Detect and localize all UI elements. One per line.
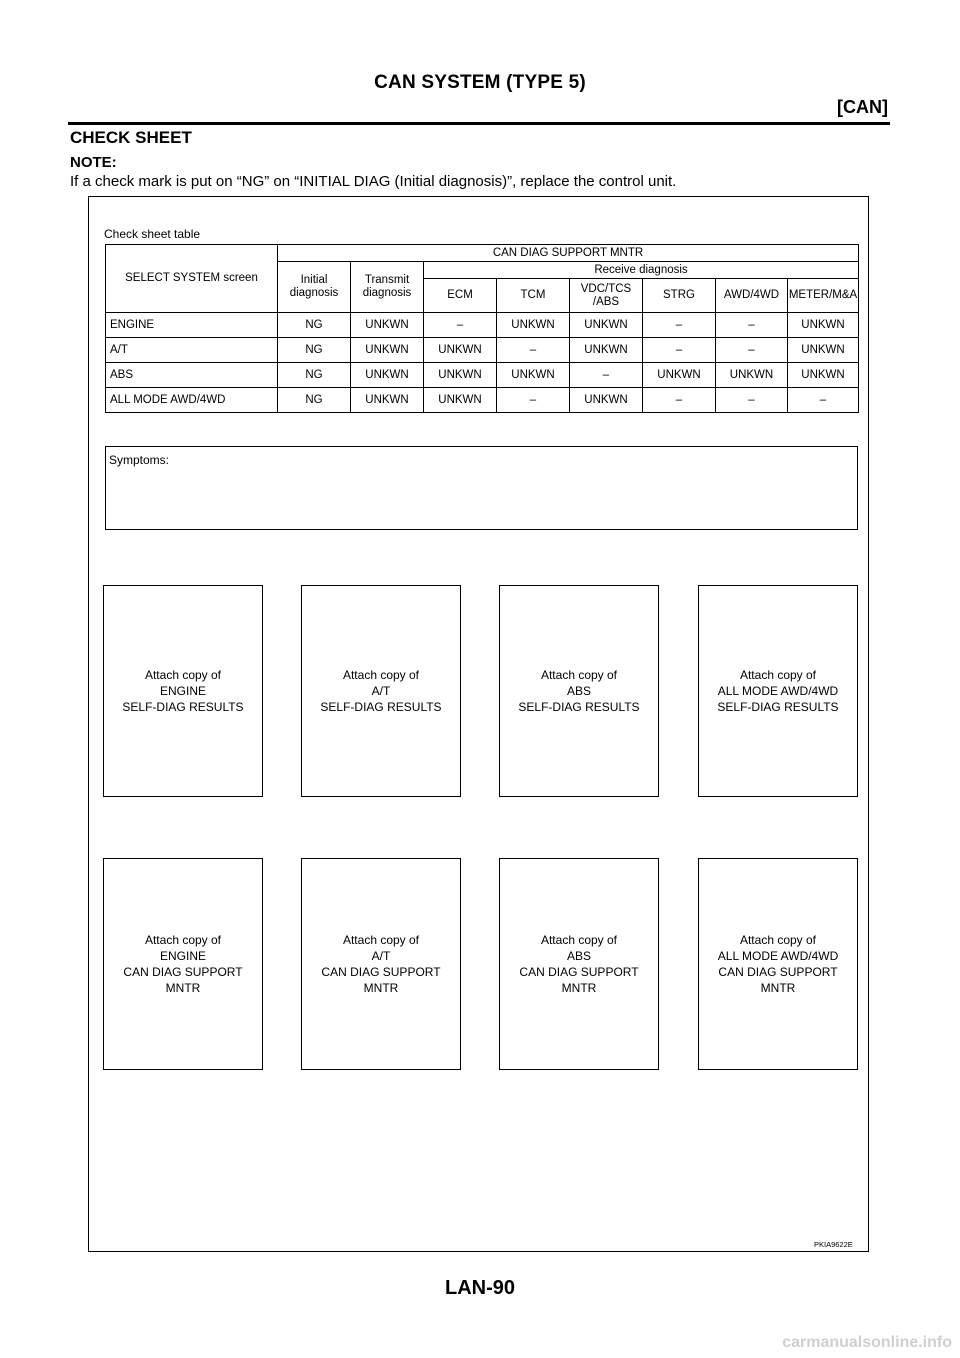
attach-line: SELF-DIAG RESULTS [122, 700, 244, 714]
figure-code: PKIA9622E [814, 1240, 853, 1249]
attach-line: ALL MODE AWD/4WD [717, 949, 839, 963]
attach-line: ENGINE [159, 949, 206, 963]
table-row [106, 338, 859, 363]
table-cell: UNKWN [497, 363, 570, 388]
attach-line: MNTR [165, 981, 201, 995]
table-cell: NG [278, 313, 351, 338]
note-label: NOTE: [70, 154, 117, 171]
attach-engine-self-diag-box [103, 585, 263, 797]
check-sheet-table [105, 244, 859, 413]
note-text: If a check mark is put on “NG” on “INITIAL DIAG (Initial diagnosis)”, replace the control unit. [70, 173, 677, 190]
table-cell: UNKWN [788, 313, 859, 338]
row-system-label: ENGINE [106, 313, 278, 338]
symptoms-box [105, 446, 858, 530]
table-cell: UNKWN [351, 313, 424, 338]
page-header-section: [CAN] [837, 97, 888, 117]
receive-col-tcm: TCM [497, 279, 570, 313]
attach-engine-can-diag-box [103, 858, 263, 1070]
table-cell: UNKWN [570, 338, 643, 363]
attach-line: ALL MODE AWD/4WD [717, 684, 839, 698]
attach-abs-self-diag-box [499, 585, 659, 797]
attach-line: Attach copy of [540, 668, 618, 682]
table-cell: NG [278, 363, 351, 388]
table-cell: UNKWN [497, 313, 570, 338]
row-system-label: ALL MODE AWD/4WD [106, 388, 278, 413]
table-cell: UNKWN [424, 363, 497, 388]
table-cell: – [643, 388, 716, 413]
attach-line: SELF-DIAG RESULTS [320, 700, 442, 714]
attach-line: MNTR [760, 981, 796, 995]
symptoms-label: Symptoms: [109, 453, 170, 467]
table-cell: – [643, 313, 716, 338]
attach-line: SELF-DIAG RESULTS [518, 700, 640, 714]
page-header-title: CAN SYSTEM (TYPE 5) [374, 72, 586, 93]
attach-line: CAN DIAG SUPPORT [321, 965, 441, 979]
attach-line: A/T [371, 949, 391, 963]
section-heading: CHECK SHEET [70, 128, 192, 147]
attach-line: Attach copy of [342, 933, 420, 947]
table-cell: UNKWN [351, 388, 424, 413]
table-cell: – [788, 388, 859, 413]
receive-col-strg: STRG [643, 279, 716, 313]
table-cell: – [424, 313, 497, 338]
attach-line: MNTR [363, 981, 399, 995]
table-row [106, 313, 859, 338]
attach-abs-can-diag-box [499, 858, 659, 1070]
table-cell: – [643, 338, 716, 363]
receive-col-meter: METER/M&A [788, 279, 859, 313]
table-cell: UNKWN [570, 388, 643, 413]
table-cell: – [716, 313, 788, 338]
table-cell: – [716, 388, 788, 413]
table-cell: NG [278, 388, 351, 413]
table-cell: NG [278, 338, 351, 363]
can-diag-support-header: CAN DIAG SUPPORT MNTR [278, 245, 859, 262]
table-cell: – [570, 363, 643, 388]
attach-at-can-diag-box [301, 858, 461, 1070]
attach-line: MNTR [561, 981, 597, 995]
header-divider [68, 122, 890, 125]
table-cell: – [497, 338, 570, 363]
attach-line: Attach copy of [739, 668, 817, 682]
attach-line: CAN DIAG SUPPORT [718, 965, 838, 979]
select-system-header: SELECT SYSTEM screen [106, 245, 278, 313]
attach-line: ABS [566, 684, 591, 698]
table-cell: UNKWN [424, 388, 497, 413]
receive-diagnosis-header: Receive diagnosis [424, 262, 859, 279]
table-cell: UNKWN [351, 338, 424, 363]
attach-line: ABS [566, 949, 591, 963]
table-cell: UNKWN [351, 363, 424, 388]
table-cell: – [497, 388, 570, 413]
attach-awd-self-diag-box [698, 585, 858, 797]
attach-at-self-diag-box [301, 585, 461, 797]
watermark-link[interactable]: carmanualsonline.info [782, 1334, 952, 1351]
initial-diagnosis-header: Initial diagnosis [278, 262, 351, 313]
table-cell: – [716, 338, 788, 363]
table-row [106, 363, 859, 388]
attach-line: ENGINE [159, 684, 206, 698]
row-system-label: A/T [106, 338, 278, 363]
attach-line: Attach copy of [342, 668, 420, 682]
row-system-label: ABS [106, 363, 278, 388]
attach-line: Attach copy of [144, 933, 222, 947]
transmit-diagnosis-header: Transmit diagnosis [351, 262, 424, 313]
attach-line: SELF-DIAG RESULTS [717, 700, 839, 714]
table-row [106, 388, 859, 413]
attach-line: A/T [371, 684, 391, 698]
table-caption: Check sheet table [104, 227, 201, 241]
attach-awd-can-diag-box [698, 858, 858, 1070]
receive-col-ecm: ECM [424, 279, 497, 313]
table-cell: UNKWN [788, 363, 859, 388]
receive-col-awd: AWD/4WD [716, 279, 788, 313]
attach-line: Attach copy of [144, 668, 222, 682]
receive-col-vdc: VDC/TCS /ABS [570, 279, 643, 313]
table-cell: UNKWN [424, 338, 497, 363]
attach-line: Attach copy of [540, 933, 618, 947]
page-number: LAN-90 [444, 1277, 515, 1299]
attach-line: CAN DIAG SUPPORT [519, 965, 639, 979]
table-cell: UNKWN [716, 363, 788, 388]
attach-line: CAN DIAG SUPPORT [123, 965, 243, 979]
table-cell: UNKWN [788, 338, 859, 363]
table-cell: UNKWN [643, 363, 716, 388]
attach-line: Attach copy of [739, 933, 817, 947]
table-cell: UNKWN [570, 313, 643, 338]
